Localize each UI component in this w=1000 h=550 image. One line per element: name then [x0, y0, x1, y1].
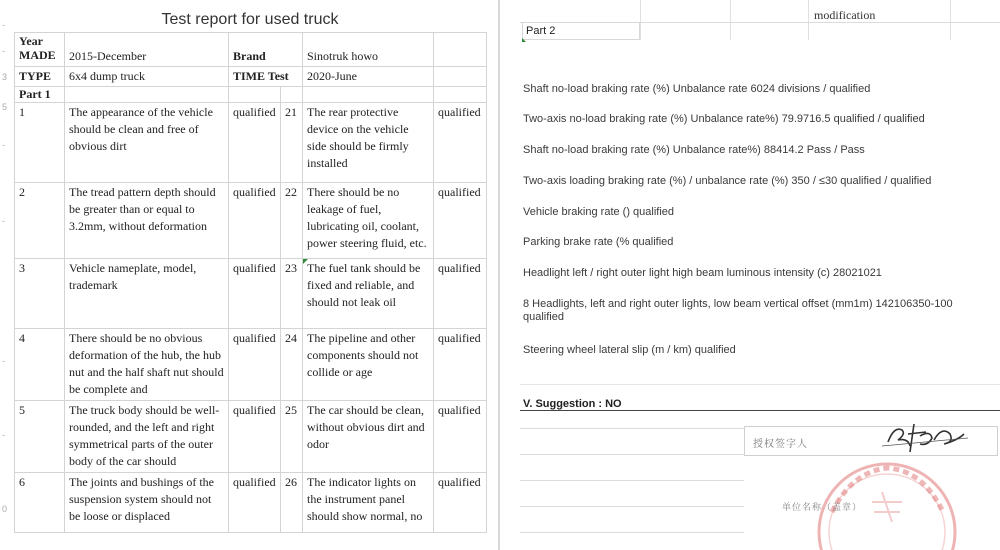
item-result: qualified: [434, 329, 487, 401]
table-row: [15, 473, 487, 533]
item-number: 24: [281, 329, 303, 401]
year-label: Year MADE: [15, 33, 65, 67]
blank-cell: [434, 33, 487, 67]
report-title: Test report for used truck: [161, 11, 339, 28]
item-text: Vehicle nameplate, model, trademark: [65, 259, 229, 329]
handwritten-signature: [880, 416, 970, 461]
item-result: qualified: [434, 473, 487, 533]
grid-line: [520, 428, 744, 429]
table-row: [15, 401, 487, 473]
row-edge-marks: [0, 0, 14, 550]
edge-mark: -: [2, 356, 5, 366]
item-text: There should be no obvious deformation of the hub, the hub nut and the half shaft nut should be complete and: [65, 329, 229, 401]
grid-line: [520, 532, 744, 533]
grid-line: [520, 384, 1000, 385]
item-text: The rear protective device on the vehicle side should be firmly installed: [303, 103, 434, 183]
item-text: The tread pattern depth should be greater than or equal to 3.2mm, without deformation: [65, 183, 229, 259]
panel-divider: [490, 0, 520, 550]
test-line: 8 Headlights, left and right outer lights, low beam vertical offset (mm1m) 142106350-100 qualified: [523, 298, 953, 323]
header-row-type: [15, 67, 487, 87]
item-result: qualified: [229, 473, 281, 533]
table-row: [15, 259, 487, 329]
brand-label: Brand: [229, 33, 303, 67]
edge-mark: -: [2, 216, 5, 226]
test-line: Vehicle braking rate () qualified: [523, 206, 675, 218]
grid-line: [640, 0, 641, 40]
signature-area: [520, 410, 1000, 550]
grid-line: [520, 480, 744, 481]
test-line: Parking brake rate (% qualified: [523, 236, 674, 248]
table-row: [15, 183, 487, 259]
edge-mark: 0: [2, 504, 8, 514]
item-result: qualified: [434, 103, 487, 183]
blank-cell: [434, 67, 487, 87]
test-line: Two-axis loading braking rate (%) / unbalance rate (%) 350 / ≤30 qualified / qualified: [523, 175, 932, 187]
test-line: Headlight left / right outer light high beam luminous intensity (c) 28021021: [523, 267, 882, 279]
item-result: qualified: [229, 259, 281, 329]
test-line: Shaft no-load braking rate (%) Unbalance rate%) 88414.2 Pass / Pass: [523, 144, 865, 156]
item-number: 3: [15, 259, 65, 329]
report-sheet: [14, 8, 486, 533]
item-number: 21: [281, 103, 303, 183]
item-text: The car should be clean, without obvious dirt and odor: [303, 401, 434, 473]
type-label: TYPE: [15, 67, 65, 87]
edge-mark: -: [2, 140, 5, 150]
time-value: 2020-June: [303, 67, 434, 87]
item-result: qualified: [434, 401, 487, 473]
item-number: 6: [15, 473, 65, 533]
test-line: Steering wheel lateral slip (m / km) qualified: [523, 344, 736, 356]
left-report-panel: [0, 0, 490, 550]
test-line: Shaft no-load braking rate (%) Unbalance rate 6024 divisions / qualified: [523, 83, 871, 95]
item-number: 23: [281, 259, 303, 329]
item-result: qualified: [229, 401, 281, 473]
grid-line: [520, 506, 744, 507]
item-text: The appearance of the vehicle should be clean and free of obvious dirt: [65, 103, 229, 183]
grid-line: [950, 0, 951, 40]
report-table: [14, 32, 487, 533]
item-result: qualified: [434, 259, 487, 329]
authorized-signatory-label: 授权签字人: [753, 439, 808, 450]
right-report-panel: [520, 0, 1000, 550]
time-label: TIME Test: [229, 67, 303, 87]
item-number: 4: [15, 329, 65, 401]
test-line: Two-axis no-load braking rate (%) Unbalance rate%) 79.9716.5 qualified / qualified: [523, 113, 925, 125]
item-text: The fuel tank should be fixed and reliable, and should not leak oil: [303, 259, 434, 329]
grid-line: [730, 0, 731, 40]
edge-mark: 5: [2, 102, 8, 112]
grid-line: [808, 0, 809, 40]
edge-mark: -: [2, 20, 5, 30]
table-row: [15, 103, 487, 183]
type-value: 6x4 dump truck: [65, 67, 229, 87]
item-text: The joints and bushings of the suspension system should not be loose or displaced: [65, 473, 229, 533]
item-text: There should be no leakage of fuel, lubricating oil, coolant, power steering fluid, etc.: [303, 183, 434, 259]
modification-label: modification: [814, 8, 876, 22]
suggestion-label: V. Suggestion : NO: [523, 398, 622, 410]
item-number: 25: [281, 401, 303, 473]
table-row: [15, 329, 487, 401]
item-result: qualified: [229, 103, 281, 183]
item-result: qualified: [434, 183, 487, 259]
header-row-year: [15, 33, 487, 67]
item-text: The pipeline and other components should not collide or age: [303, 329, 434, 401]
edge-mark: 3: [2, 72, 8, 82]
divider-line: [498, 0, 500, 550]
item-number: 2: [15, 183, 65, 259]
item-text: The indicator lights on the instrument panel should show normal, no: [303, 473, 434, 533]
brand-value: Sinotruk howo: [303, 33, 434, 67]
unit-name-label: 单位名称（盖章）: [782, 502, 863, 512]
edge-mark: -: [2, 430, 5, 440]
item-number: 22: [281, 183, 303, 259]
year-value: 2015-December: [65, 33, 229, 67]
item-result: qualified: [229, 183, 281, 259]
item-text: The truck body should be well-rounded, and the left and right symmetrical parts of the outer body of the car should: [65, 401, 229, 473]
part-row: [15, 87, 487, 103]
item-number: 1: [15, 103, 65, 183]
grid-line: [520, 454, 744, 455]
item-result: qualified: [229, 329, 281, 401]
edge-mark: -: [2, 46, 5, 56]
item-number: 5: [15, 401, 65, 473]
item-number: 26: [281, 473, 303, 533]
part2-label: Part 2: [522, 22, 640, 40]
part-label: Part 1: [15, 87, 65, 103]
